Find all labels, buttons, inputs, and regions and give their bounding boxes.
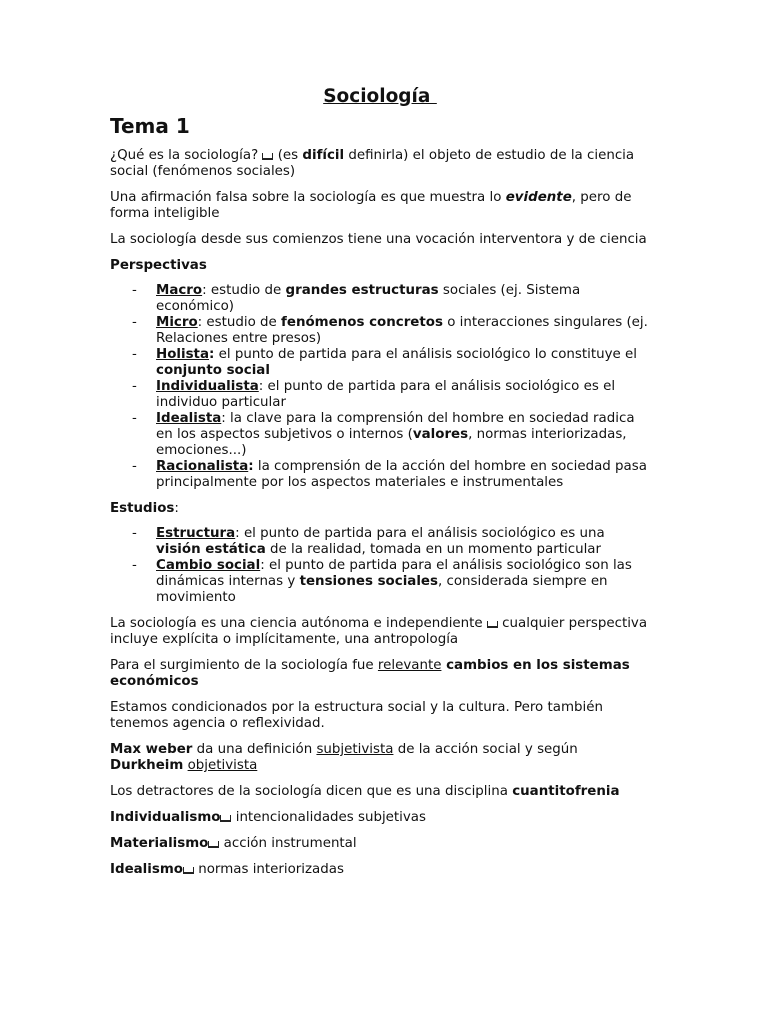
paragraph-autonomous-science [110, 616, 650, 648]
paragraph-detractors [110, 784, 650, 800]
arrow-icon [208, 841, 219, 848]
arrow-icon [183, 867, 194, 874]
underlined-text: relevante [377, 658, 442, 673]
colon: : [248, 459, 254, 474]
list-estudios [110, 526, 650, 606]
bold-text: Idealismo [110, 862, 183, 877]
paragraph-what-is-sociology [110, 148, 650, 180]
term: Holista [156, 347, 209, 362]
document-body [110, 86, 650, 888]
dash-bullet: - [132, 459, 137, 474]
text: de la realidad, tomada en un momento particular [265, 542, 602, 557]
arrow-icon [262, 153, 273, 160]
text: : la clave para la comprensión del hombre en sociedad radica en los aspectos subjetivos o internos ( [156, 411, 635, 442]
section-heading-estudios [110, 501, 650, 517]
text: cualquier perspectiva incluye explícita o implícitamente, una antropología [110, 616, 648, 647]
arrow-icon [220, 815, 231, 822]
underlined-text: objetivista [187, 758, 258, 773]
term: Estructura [156, 526, 236, 541]
text: La sociología es una ciencia autónoma e independiente [110, 616, 487, 631]
text: , normas interiorizadas, emociones...) [156, 427, 627, 458]
underlined-text: subjetivista [316, 742, 394, 757]
bold-text: Durkheim [110, 758, 184, 773]
colon: : [174, 501, 179, 516]
dash-bullet: - [132, 283, 137, 298]
paragraph-materialismo [110, 836, 650, 852]
text: definirla) el objeto de estudio de la ciencia social (fenómenos sociales) [110, 148, 635, 179]
bold-text: cambios en los sistemas económicos [110, 658, 630, 689]
list-item [110, 283, 650, 315]
text: normas interiorizadas [194, 862, 344, 877]
bold-text: Max weber [110, 742, 193, 757]
text: o interacciones singulares (ej. Relaciones entre presos) [156, 315, 648, 346]
paragraph-emergence [110, 658, 650, 690]
list-item [110, 411, 650, 459]
text: la comprensión de la acción del hombre en sociedad pasa principalmente por los aspectos materiales e instrumentales [156, 459, 647, 490]
term: Idealista [156, 411, 222, 426]
dash-bullet: - [132, 411, 137, 426]
text: : el punto de partida para el análisis sociológico es una [235, 526, 605, 541]
paragraph-weber-durkheim [110, 742, 650, 774]
dash-bullet: - [132, 315, 137, 330]
text: de la acción social y según [393, 742, 578, 757]
term: Racionalista [156, 459, 249, 474]
text: da una definición [192, 742, 317, 757]
dash-bullet: - [132, 558, 137, 573]
text: Una afirmación falsa sobre la sociología es que muestra lo [110, 190, 506, 205]
bold-text: Materialismo [110, 836, 209, 851]
bold-italic-text: evidente [505, 190, 572, 205]
text: Para el surgimiento de la sociología fue [110, 658, 378, 673]
paragraph-idealismo [110, 862, 650, 878]
dash-bullet: - [132, 347, 137, 362]
bold-text: conjunto social [156, 363, 270, 378]
bold-text: tensiones sociales [299, 574, 438, 589]
bold-text: visión estática [156, 542, 266, 557]
bold-text: grandes estructuras [285, 283, 439, 298]
list-item [110, 379, 650, 411]
text: el punto de partida para el análisis sociológico lo constituye el [214, 347, 637, 362]
term: Macro [156, 283, 203, 298]
text: , considerada siempre en movimiento [156, 574, 608, 605]
text: : el punto de partida para el análisis sociológico son las dinámicas internas y [156, 558, 632, 589]
heading-text: Perspectivas [110, 258, 207, 273]
topic-heading: Tema 1 [110, 114, 190, 138]
text: sociales (ej. Sistema económico) [156, 283, 581, 314]
bold-text: fenómenos concretos [281, 315, 443, 330]
heading-text: Estudios [110, 501, 175, 516]
dash-bullet: - [132, 379, 137, 394]
page-title: Sociología [323, 86, 437, 107]
bold-text: Individualismo [110, 810, 221, 825]
term: Micro [156, 315, 198, 330]
term: Individualista [156, 379, 259, 394]
section-heading-perspectivas [110, 258, 650, 274]
text: , pero de forma inteligible [110, 190, 632, 221]
bold-text: cuantitofrenia [512, 784, 620, 799]
list-perspectivas [110, 283, 650, 491]
paragraph-individualismo [110, 810, 650, 826]
text: intencionalidades subjetivas [231, 810, 426, 825]
bold-text: difícil [302, 148, 345, 163]
list-item [110, 459, 650, 491]
list-item [110, 558, 650, 606]
term: Cambio social [156, 558, 261, 573]
paragraph-false-statement [110, 190, 650, 222]
text: : el punto de partida para el análisis sociológico es el individuo particular [156, 379, 616, 410]
colon: : [209, 347, 215, 362]
text: (es [273, 148, 303, 163]
text: acción instrumental [219, 836, 357, 851]
dash-bullet: - [132, 526, 137, 541]
paragraph-vocation: La sociología desde sus comienzos tiene una vocación interventora y de ciencia [110, 232, 647, 247]
text: Los detractores de la sociología dicen que es una disciplina [110, 784, 513, 799]
list-item [110, 347, 650, 379]
bold-text: valores [412, 427, 469, 442]
text: ¿Qué es la sociología? [110, 148, 263, 163]
list-item [110, 526, 650, 558]
list-item [110, 315, 650, 347]
text: : estudio de [197, 315, 282, 330]
arrow-icon [487, 621, 498, 628]
paragraph-conditioned: Estamos condicionados por la estructura social y la cultura. Pero también tenemos agencia o reflexividad. [110, 700, 603, 731]
text: : estudio de [202, 283, 286, 298]
